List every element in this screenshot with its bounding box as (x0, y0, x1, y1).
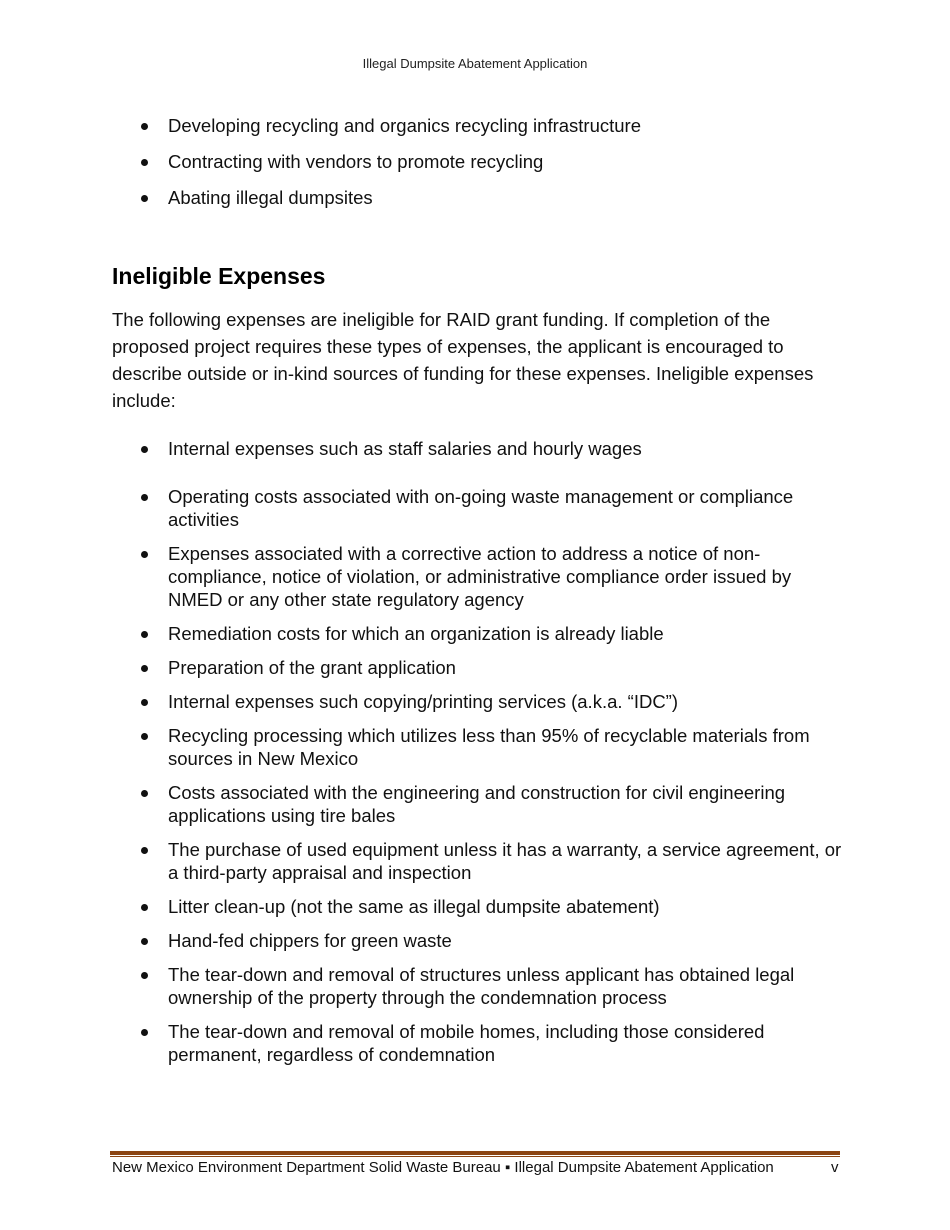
footer-rule-thin (110, 1156, 840, 1157)
intro-paragraph: The following expenses are ineligible for RAID grant funding. If completion of the proposed project requires these types of expenses, the applicant is encouraged to describe outside or in-kind sources of funding for these expenses. Ineligible expenses include: (112, 309, 814, 411)
list-item-text: Abating illegal dumpsites (168, 187, 373, 208)
list-item (112, 622, 847, 645)
bullet-icon (141, 665, 148, 672)
bullet-icon (141, 699, 148, 706)
bullet-icon (141, 904, 148, 911)
list-item (112, 724, 847, 770)
bullet-icon (141, 733, 148, 740)
list-item (112, 656, 847, 679)
footer-rule (110, 1151, 840, 1155)
list-item-text: Costs associated with the engineering and construction for civil engineering applications using tire bales (168, 782, 786, 826)
list-item (112, 186, 847, 209)
list-item (112, 895, 847, 918)
bullet-icon (141, 938, 148, 945)
list-item-text: The tear-down and removal of structures unless applicant has obtained legal ownership of the property through the condemnation process (168, 964, 795, 1008)
list-item-text: Recycling processing which utilizes less than 95% of recyclable materials from sources in New Mexico (168, 725, 810, 769)
list-item (112, 114, 847, 137)
list-item-text: Contracting with vendors to promote recycling (168, 151, 544, 172)
bullet-icon (141, 494, 148, 501)
ineligible-expenses-list (112, 437, 847, 1077)
list-item-text: Internal expenses such copying/printing services (a.k.a. “IDC”) (168, 691, 678, 712)
list-item-text: Operating costs associated with on-going waste management or compliance activities (168, 486, 794, 530)
list-item (112, 542, 847, 611)
footer-text: New Mexico Environment Department Solid Waste Bureau ▪ Illegal Dumpsite Abatement Application (112, 1159, 774, 1176)
list-item-text: Developing recycling and organics recycling infrastructure (168, 115, 642, 136)
bullet-icon (141, 631, 148, 638)
bullet-icon (141, 790, 148, 797)
bullet-icon (141, 972, 148, 979)
list-item (112, 1020, 847, 1066)
list-item-text: Expenses associated with a corrective action to address a notice of non-compliance, notice of violation, or administrative compliance order issued by NMED or any other state regulatory agency (168, 543, 792, 610)
list-item-text: Remediation costs for which an organization is already liable (168, 623, 664, 644)
list-item-text: Internal expenses such as staff salaries and hourly wages (168, 438, 642, 459)
bullet-icon (141, 123, 148, 130)
list-item-text: Hand-fed chippers for green waste (168, 930, 452, 951)
bullet-icon (141, 446, 148, 453)
list-item-text: The purchase of used equipment unless it has a warranty, a service agreement, or a third-party appraisal and inspection (168, 839, 842, 883)
bullet-icon (141, 159, 148, 166)
list-item-text: Litter clean-up (not the same as illegal dumpsite abatement) (168, 896, 660, 917)
bullet-icon (141, 847, 148, 854)
list-item (112, 929, 847, 952)
list-item (112, 690, 847, 713)
section-heading: Ineligible Expenses (112, 263, 326, 289)
bullet-icon (141, 551, 148, 558)
bullet-icon (141, 1029, 148, 1036)
list-item-text: Preparation of the grant application (168, 657, 456, 678)
page-number: v (831, 1159, 839, 1176)
list-item (112, 838, 847, 884)
list-item (112, 485, 847, 531)
list-item (112, 437, 847, 460)
bullet-icon (141, 195, 148, 202)
list-item (112, 781, 847, 827)
list-item (112, 150, 847, 173)
eligible-activities-list (112, 114, 847, 222)
list-item (112, 963, 847, 1009)
page-header: Illegal Dumpsite Abatement Application (362, 56, 588, 71)
list-item-text: The tear-down and removal of mobile homes, including those considered permanent, regardless of condemnation (168, 1021, 765, 1065)
